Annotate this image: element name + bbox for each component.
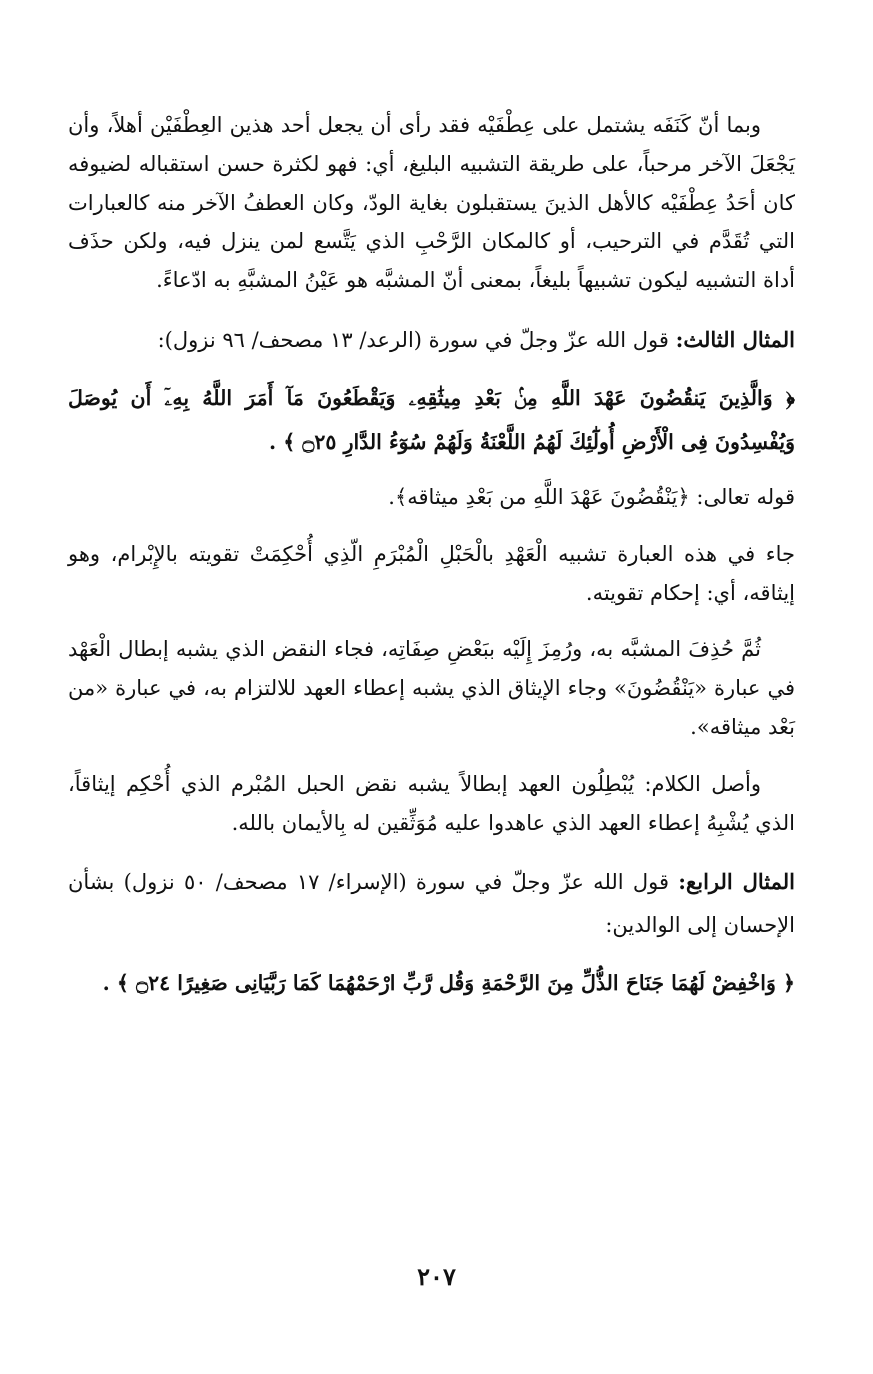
paragraph-thumma: ثُمَّ حُذِفَ المشبَّه به، ورُمِزَ إِلَيْه ببَعْضِ صِفَاتِه، فجاء النقض الذي يشبه إبطال الْعَهْد في عبارة «يَنْقُضُونَ» وجاء الإيثاق الذي يشبه إعطاء العهد للالتزام به، في عبارة «من بَعْد ميثاقه». [68, 637, 795, 739]
example-four [68, 860, 795, 947]
paragraph-qawluhu: قوله تعالى: ﴿يَنْقُضُونَ عَهْدَ اللَّهِ من بَعْدِ ميثاقه﴾. [388, 484, 795, 509]
example-three [68, 318, 795, 362]
paragraph-intro: وبما أنّ كَنَفَه يشتمل على عِطْفَيْه فقد رأى أن يجعل أحد هذين العِطْفَيْن أهلاً، وأن يَجْعَلَ الآخر مرحباً، على طريقة التشبيه البليغ، أي: فهو لكثرة حسن استقباله لضيوفه كان أحَدُ عِطْفَيْه كالأهل الذينَ يستقبلون بغاية الودّ، وكان العطفُ الآخر منه كالعبارات التي تُقَدَّم في الترحيب، أو كالمكان الرَّحْبِ الذي يَتَّسع لمن ينزل فيه، ولكن حذَف أداة التشبيه ليكون تشبيهاً بليغاً، بمعنى أنّ المشبَّه هو عَيْنُ المشبَّهِ به ادّعاءً. [68, 113, 795, 293]
paragraph-jaa: جاء في هذه العبارة تشبيه الْعَهْدِ بالْحَبْلِ الْمُبْرَمِ الّذِي أُحْكِمَتْ تقويته بالإِبْرام، وهو إيثاقه، أي: إحكام تقويته. [68, 541, 795, 605]
example-four-title: المثال الرابع: [678, 869, 795, 895]
paragraph-asl: وأصل الكلام: يُبْطِلُون العهد إبطالاً يشبه نقض الحبل المُبْرم الذي أُحْكِم إيثاقاً، الذي يُشْبِهُ إعطاء العهد الذي عاهدوا عليه مُوَثِّقين له بِالأيمان بالله. [68, 771, 795, 835]
quran-verse-isra: ﴿ وَاخْفِضْ لَهُمَا جَنَاحَ الذُّلِّ مِنَ الرَّحْمَةِ وَقُل رَّبِّ ارْحَمْهُمَا كَمَا رَبَّيَانِى صَغِيرًا ۝٢٤ ﴾ . [102, 971, 795, 996]
example-three-text: قول الله عزّ وجلّ في سورة (الرعد/ ١٣ مصحف/ ٩٦ نزول): [157, 327, 669, 352]
example-four-text: قول الله عزّ وجلّ في سورة (الإسراء/ ١٧ مصحف/ ٥٠ نزول) بشأن الإحسان إلى الوالدين: [68, 870, 795, 938]
quran-verse-raad: ﴿ وَالَّذِينَ يَنقُضُونَ عَهْدَ اللَّهِ مِنۢ بَعْدِ مِيثَٰقِهِۦ وَيَقْطَعُونَ مَآ أَمَرَ اللَّهُ بِهِۦٓ أَن يُوصَلَ وَيُفْسِدُونَ فِى الْأَرْضِ أُولَٰٓئِكَ لَهُمُ اللَّعْنَةُ وَلَهُمْ سُوٓءُ الدَّارِ ۝٢٥ ﴾ . [68, 385, 795, 454]
page-number: ٢٠٧ [417, 1262, 456, 1291]
example-three-title: المثال الثالث: [675, 326, 795, 352]
